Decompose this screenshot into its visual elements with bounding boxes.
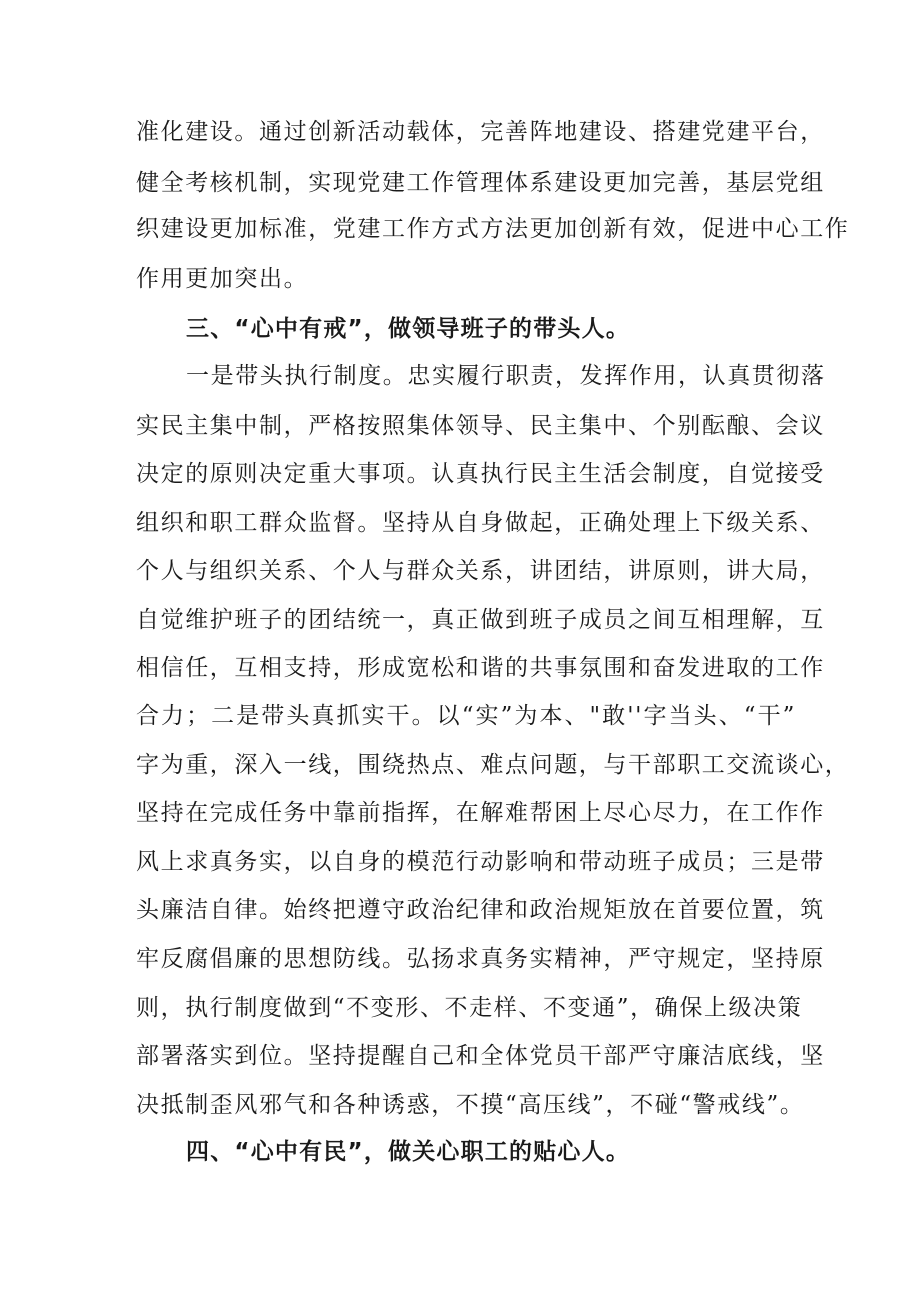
paragraph-line: 风上求真务实，以自身的模范行动影响和带动班子成员；三是带 xyxy=(136,849,825,875)
paragraph-line: 一是带头执行制度。忠实履行职责，发挥作用，认真贯彻落 xyxy=(186,363,826,389)
paragraph-line: 头廉洁自律。始终把遵守政治纪律和政治规矩放在首要位置，筑 xyxy=(136,897,825,923)
section-heading: 三、“心中有戒”，做领导班子的带头人。 xyxy=(186,316,631,342)
paragraph-line: 自觉维护班子的团结统一，真正做到班子成员之间互相理解，互 xyxy=(136,607,825,633)
paragraph-line: 准化建设。通过创新活动载体，完善阵地建设、搭建党建平台， xyxy=(136,119,825,145)
paragraph-line: 组织和职工群众监督。坚持从自身做起，正确处理上下级关系、 xyxy=(136,510,825,536)
paragraph-line: 坚持在完成任务中靠前指挥，在解难帮困上尽心尽力，在工作作 xyxy=(136,800,825,826)
paragraph-line: 织建设更加标准，党建工作方式方法更加创新有效，促进中心工作 xyxy=(136,216,850,242)
paragraph-line: 个人与组织关系、个人与群众关系，讲团结，讲原则，讲大局， xyxy=(136,558,825,584)
section-heading: 四、“心中有民”，做关心职工的贴心人。 xyxy=(186,1139,631,1165)
paragraph-line: 决定的原则决定重大事项。认真执行民主生活会制度，自觉接受 xyxy=(136,461,825,487)
paragraph-line: 相信任，互相支持，形成宽松和谐的共事氛围和奋发进取的工作 xyxy=(136,655,825,681)
paragraph-line: 部署落实到位。坚持提醒自己和全体党员干部严守廉洁底线，坚 xyxy=(136,1043,825,1069)
paragraph-line: 健全考核机制，实现党建工作管理体系建设更加完善，基层党组 xyxy=(136,170,825,196)
paragraph-line: 合力；二是带头真抓实干。以“实”为本、"敢''字当头、“干” xyxy=(136,703,796,729)
paragraph-line: 决抵制歪风邪气和各种诱惑，不摸“高压线”，不碰“警戒线”。 xyxy=(136,1092,805,1118)
paragraph-line: 字为重，深入一线，围绕热点、难点问题，与干部职工交流谈心， xyxy=(136,752,850,778)
paragraph-line: 则，执行制度做到“不变形、不走样、不变通”，确保上级决策 xyxy=(136,995,803,1021)
paragraph-line: 牢反腐倡廉的思想防线。弘扬求真务实精神，严守规定，坚持原 xyxy=(136,946,825,972)
paragraph-line: 实民主集中制，严格按照集体领导、民主集中、个别酝酿、会议 xyxy=(136,413,825,439)
paragraph-line: 作用更加突出。 xyxy=(136,266,309,292)
